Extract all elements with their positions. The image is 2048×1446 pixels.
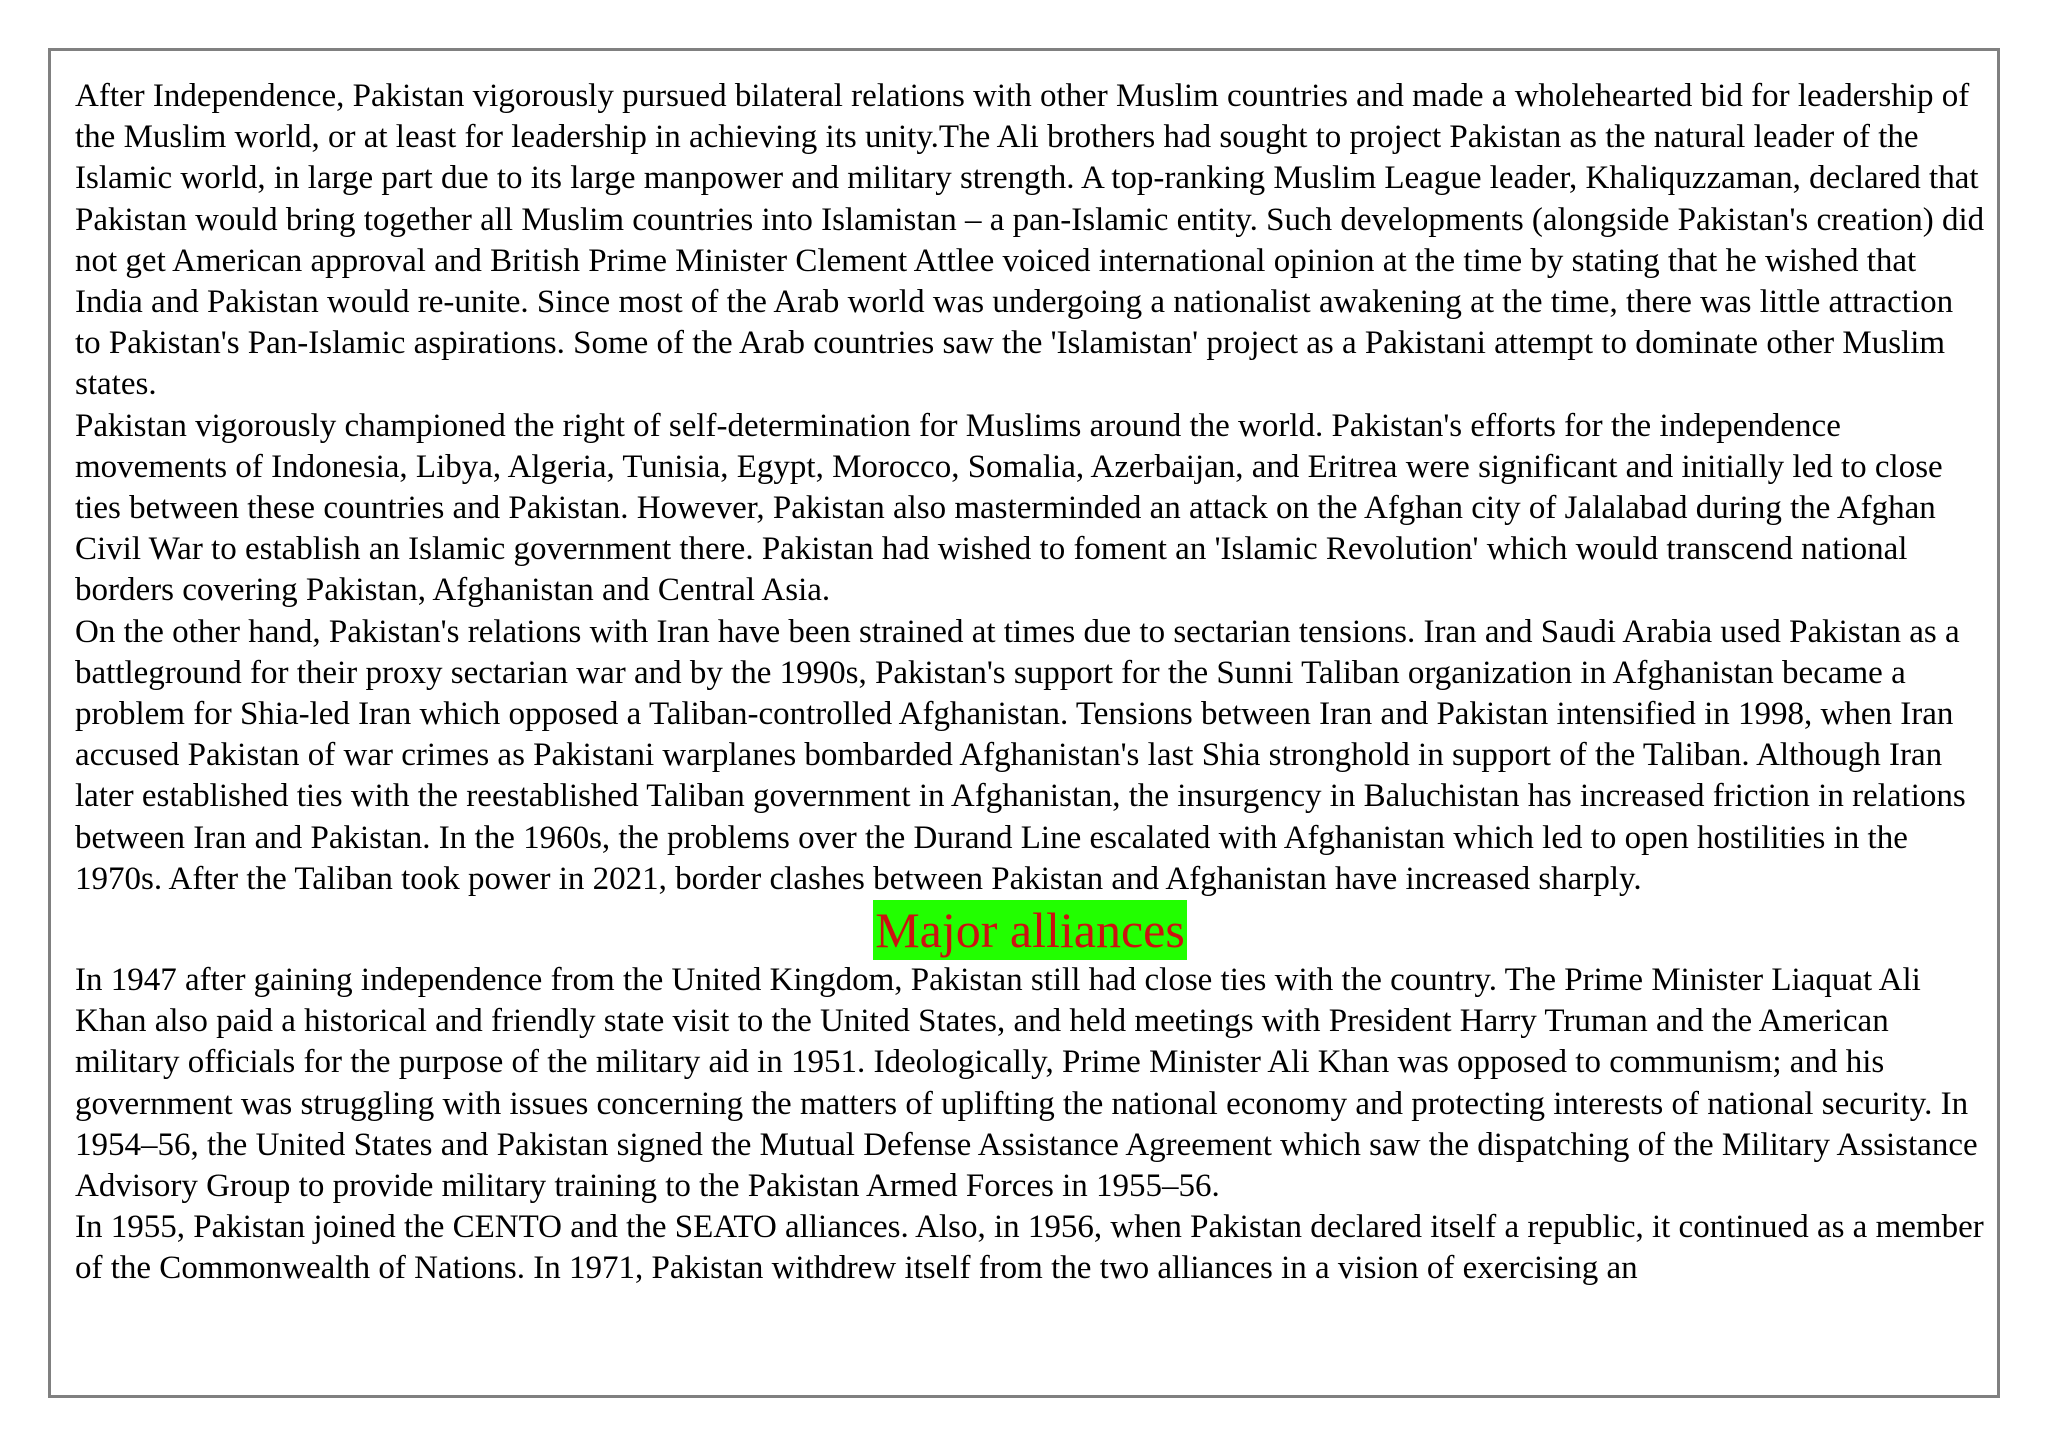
paragraph-muslim-world: After Independence, Pakistan vigorously pursued bilateral relations with other Muslim countries and made a wholehearted bid for leadership of the Muslim world, or at least for leadership in achieving its unity.The Ali brothers had sought to project Pakistan as the natural leader of the Islamic world, in large part due to its large manpower and military strength. A top-ranking Muslim League leader, Khaliquzzaman, declared that Pakistan would bring together all Muslim countries into Islamistan – a pan-Islamic entity. Such developments (alongside Pakistan's creation) did not get American approval and British Prime Minister Clement Attlee voiced international opinion at the time by stating that he wished that India and Pakistan would re-unite. Since most of the Arab world was undergoing a nationalist awakening at the time, there was little attraction to Pakistan's Pan-Islamic aspirations. Some of the Arab countries saw the 'Islamistan' project as a Pakistani attempt to dominate other Muslim states. — [75, 78, 1985, 403]
paragraph-iran-relations: On the other hand, Pakistan's relations with Iran have been strained at times due to sectarian tensions. Iran and Saudi Arabia used Pakistan as a battleground for their proxy sectarian war and by the 1990s, Pakistan's support for the Sunni Taliban organization in Afghanistan became a problem for Shia-led Iran which opposed a Taliban-controlled Afghanistan. Tensions between Iran and Pakistan intensified in 1998, when Iran accused Pakistan of war crimes as Pakistani warplanes bombarded Afghanistan's last Shia stronghold in support of the Taliban. Although Iran later established ties with the reestablished Taliban government in Afghanistan, the insurgency in Baluchistan has increased friction in relations between Iran and Pakistan. In the 1960s, the problems over the Durand Line escalated with Afghanistan which led to open hostilities in the 1970s. After the Taliban took power in 2021, border clashes between Pakistan and Afghanistan have increased sharply. — [75, 613, 1966, 897]
paragraph-cento-seato: In 1955, Pakistan joined the CENTO and the SEATO alliances. Also, in 1956, when Pakistan declared itself a republic, it continued as a member of the Commonwealth of Nations. In 1971, Pakistan withdrew itself from the two alliances in a vision of exercising an — [75, 1209, 1984, 1287]
document-frame — [48, 48, 2000, 1398]
paragraph-self-determination: Pakistan vigorously championed the right of self-determination for Muslims around the world. Pakistan's efforts for the independence movements of Indonesia, Libya, Algeria, Tunisia, Egypt, Morocco, Somalia, Azerbaijan, and Eritrea were significant and initially led to close ties between these countries and Pakistan. However, Pakistan also masterminded an attack on the Afghan city of Jalalabad during the Afghan Civil War to establish an Islamic government there. Pakistan had wished to foment an 'Islamic Revolution' which would transcend national borders covering Pakistan, Afghanistan and Central Asia. — [75, 407, 1943, 609]
section-heading-wrap — [75, 900, 1985, 960]
document-body — [75, 76, 1985, 1290]
paragraph-independence-ties: In 1947 after gaining independence from the United Kingdom, Pakistan still had close ties with the country. The Prime Minister Liaquat Ali Khan also paid a historical and friendly state visit to the United States, and held meetings with President Harry Truman and the American military officials for the purpose of the military aid in 1951. Ideologically, Prime Minister Ali Khan was opposed to communism; and his government was struggling with issues concerning the matters of uplifting the national economy and protecting interests of national security. In 1954–56, the United States and Pakistan signed the Mutual Defense Assistance Agreement which saw the dispatching of the Military Assistance Advisory Group to provide military training to the Pakistan Armed Forces in 1955–56. — [75, 962, 1978, 1205]
section-heading: Major alliances — [875, 902, 1185, 959]
